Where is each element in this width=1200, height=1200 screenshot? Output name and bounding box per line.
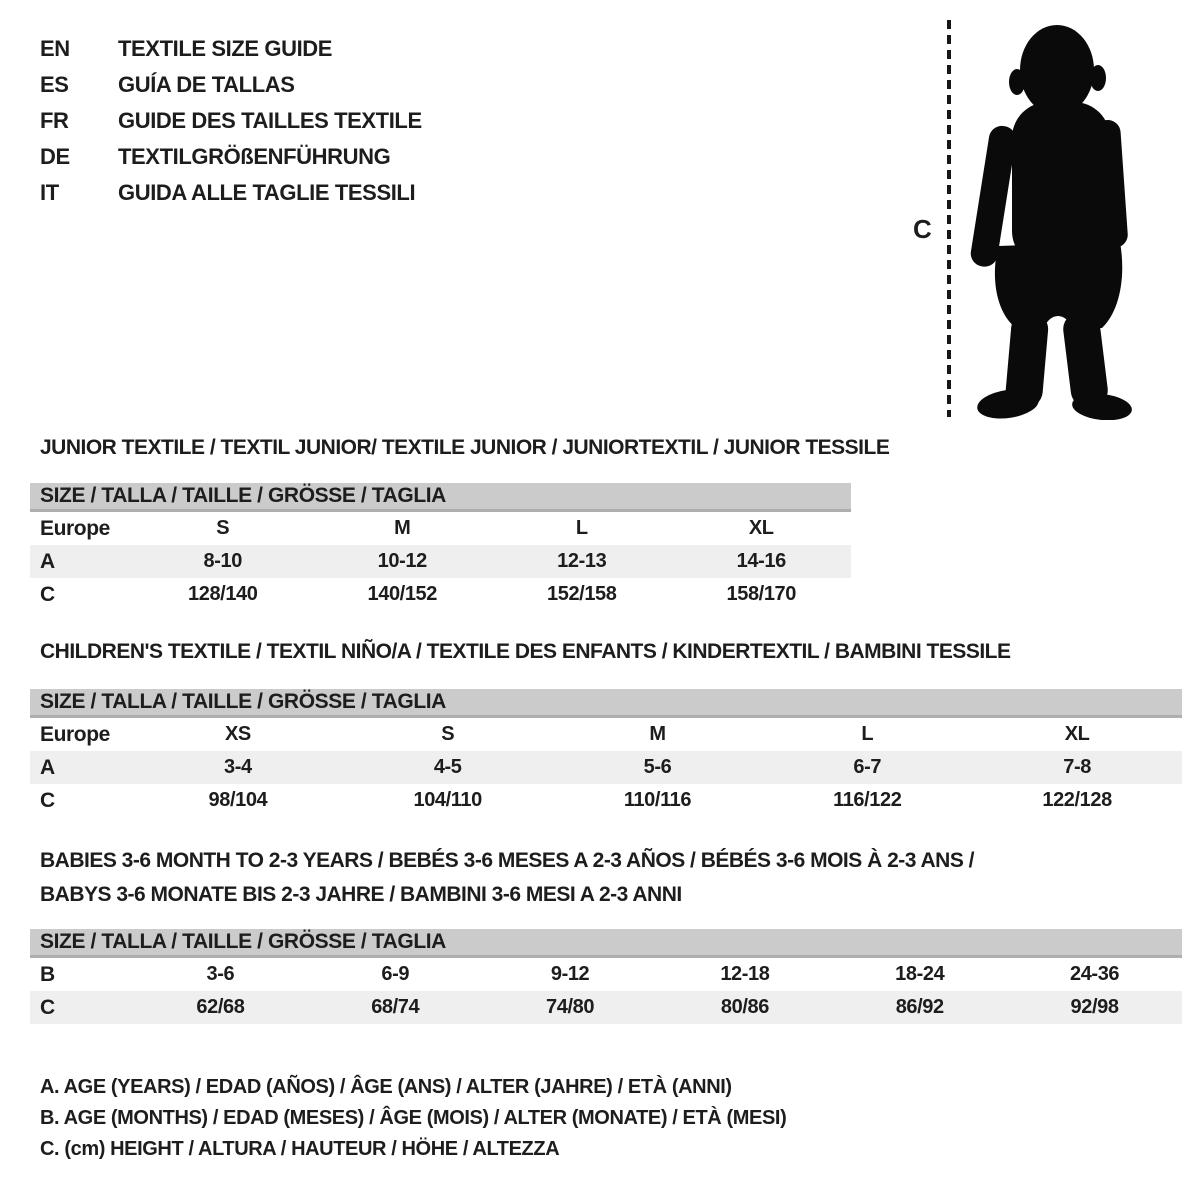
height-measure-line — [947, 20, 951, 417]
row-label: C — [40, 995, 55, 1019]
height-cell: 68/74 — [371, 996, 420, 1018]
junior-section-title: JUNIOR TEXTILE / TEXTIL JUNIOR/ TEXTILE JUNIOR / JUNIORTEXTIL / JUNIOR TESSILE — [40, 436, 890, 459]
month-cell: 6-9 — [381, 963, 410, 985]
children-size-table — [30, 689, 1182, 817]
month-cell: 12-18 — [720, 963, 770, 985]
language-title-block — [40, 31, 422, 211]
size-cell: M — [649, 723, 666, 745]
table-row-age — [30, 751, 1182, 784]
table-row-age — [30, 545, 851, 578]
table-row-europe — [30, 512, 851, 545]
age-cell: 3-4 — [224, 756, 252, 778]
junior-size-table — [30, 483, 851, 611]
height-cell: 98/104 — [208, 789, 268, 811]
size-cell: XL — [748, 517, 774, 539]
height-cell: 92/98 — [1070, 996, 1119, 1018]
age-cell: 12-13 — [557, 550, 607, 572]
height-cell: 122/128 — [1042, 789, 1112, 811]
age-cell: 10-12 — [377, 550, 427, 572]
age-cell: 14-16 — [736, 550, 786, 572]
size-cell: L — [861, 723, 874, 745]
children-section-title: CHILDREN'S TEXTILE / TEXTIL NIÑO/A / TEXTILE DES ENFANTS / KINDERTEXTIL / BAMBINI TESSILE — [40, 640, 1011, 663]
table-row-height — [30, 578, 851, 611]
size-cell: XL — [1064, 723, 1090, 745]
language-title: GUÍA DE TALLAS — [118, 72, 295, 97]
language-row — [40, 103, 422, 139]
table-header-bar: SIZE / TALLA / TAILLE / GRÖSSE / TAGLIA — [30, 929, 1182, 958]
language-title: TEXTILE SIZE GUIDE — [118, 36, 333, 61]
size-cell: S — [441, 723, 455, 745]
babies-section-title-line1: BABIES 3-6 MONTH TO 2-3 YEARS / BEBÉS 3-6 MESES A 2-3 AÑOS / BÉBÉS 3-6 MOIS À 2-3 ANS / — [40, 849, 975, 872]
language-row — [40, 31, 422, 67]
age-cell: 5-6 — [643, 756, 672, 778]
language-code: DE — [40, 144, 70, 169]
size-cell: L — [575, 517, 588, 539]
table-header-bar: SIZE / TALLA / TAILLE / GRÖSSE / TAGLIA — [30, 689, 1182, 718]
height-cell: 158/170 — [726, 583, 796, 605]
height-cell: 116/122 — [833, 789, 902, 811]
table-row-height — [30, 991, 1182, 1024]
language-title: TEXTILGRÖßENFÜHRUNG — [118, 144, 391, 169]
height-cell: 152/158 — [547, 583, 617, 605]
legend-line-height: C. (cm) HEIGHT / ALTURA / HAUTEUR / HÖHE / ALTEZZA — [40, 1138, 560, 1160]
height-cell: 110/116 — [623, 789, 692, 811]
row-label: B — [40, 962, 55, 986]
table-row-height — [30, 784, 1182, 817]
language-code: EN — [40, 36, 70, 61]
month-cell: 3-6 — [206, 963, 235, 985]
height-cell: 62/68 — [196, 996, 245, 1018]
row-label: A — [40, 549, 55, 573]
size-cell: XS — [224, 723, 251, 745]
language-row — [40, 139, 422, 175]
table-header-bar: SIZE / TALLA / TAILLE / GRÖSSE / TAGLIA — [30, 483, 851, 512]
babies-section-title-line2: BABYS 3-6 MONATE BIS 2-3 JAHRE / BAMBINI 3-6 MESI A 2-3 ANNI — [40, 883, 682, 906]
month-cell: 24-36 — [1069, 963, 1120, 985]
legend-line-age-years: A. AGE (YEARS) / EDAD (AÑOS) / ÂGE (ANS) / ALTER (JAHRE) / ETÀ (ANNI) — [40, 1076, 732, 1098]
language-code: ES — [40, 72, 69, 97]
baby-silhouette — [962, 14, 1142, 420]
table-row-months — [30, 958, 1182, 991]
language-title: GUIDE DES TAILLES TEXTILE — [118, 108, 422, 133]
height-measure-label: C — [913, 214, 932, 244]
table-row-europe — [30, 718, 1182, 751]
age-cell: 4-5 — [433, 756, 462, 778]
language-code: IT — [40, 180, 59, 205]
age-cell: 7-8 — [1063, 756, 1091, 778]
size-cell: M — [394, 517, 411, 539]
height-cell: 128/140 — [188, 583, 258, 605]
height-cell: 140/152 — [367, 583, 437, 605]
month-cell: 18-24 — [895, 963, 945, 985]
row-label: C — [40, 582, 55, 606]
language-code: FR — [40, 108, 69, 133]
row-label: C — [40, 788, 55, 812]
month-cell: 9-12 — [550, 963, 590, 985]
age-cell: 6-7 — [853, 756, 882, 778]
legend-line-age-months: B. AGE (MONTHS) / EDAD (MESES) / ÂGE (MOIS) / ALTER (MONATE) / ETÀ (MESI) — [40, 1107, 787, 1129]
row-label: Europe — [40, 722, 110, 746]
row-label: A — [40, 755, 55, 779]
height-cell: 80/86 — [720, 996, 769, 1018]
language-row — [40, 67, 422, 103]
height-cell: 104/110 — [413, 789, 482, 811]
babies-size-table — [30, 929, 1182, 1024]
height-cell: 86/92 — [895, 996, 944, 1018]
age-cell: 8-10 — [203, 550, 242, 572]
height-cell: 74/80 — [546, 996, 595, 1018]
language-row — [40, 175, 422, 211]
legend-block — [40, 1072, 786, 1165]
size-cell: S — [216, 517, 230, 539]
language-title: GUIDA ALLE TAGLIE TESSILI — [118, 180, 416, 205]
row-label: Europe — [40, 516, 110, 540]
